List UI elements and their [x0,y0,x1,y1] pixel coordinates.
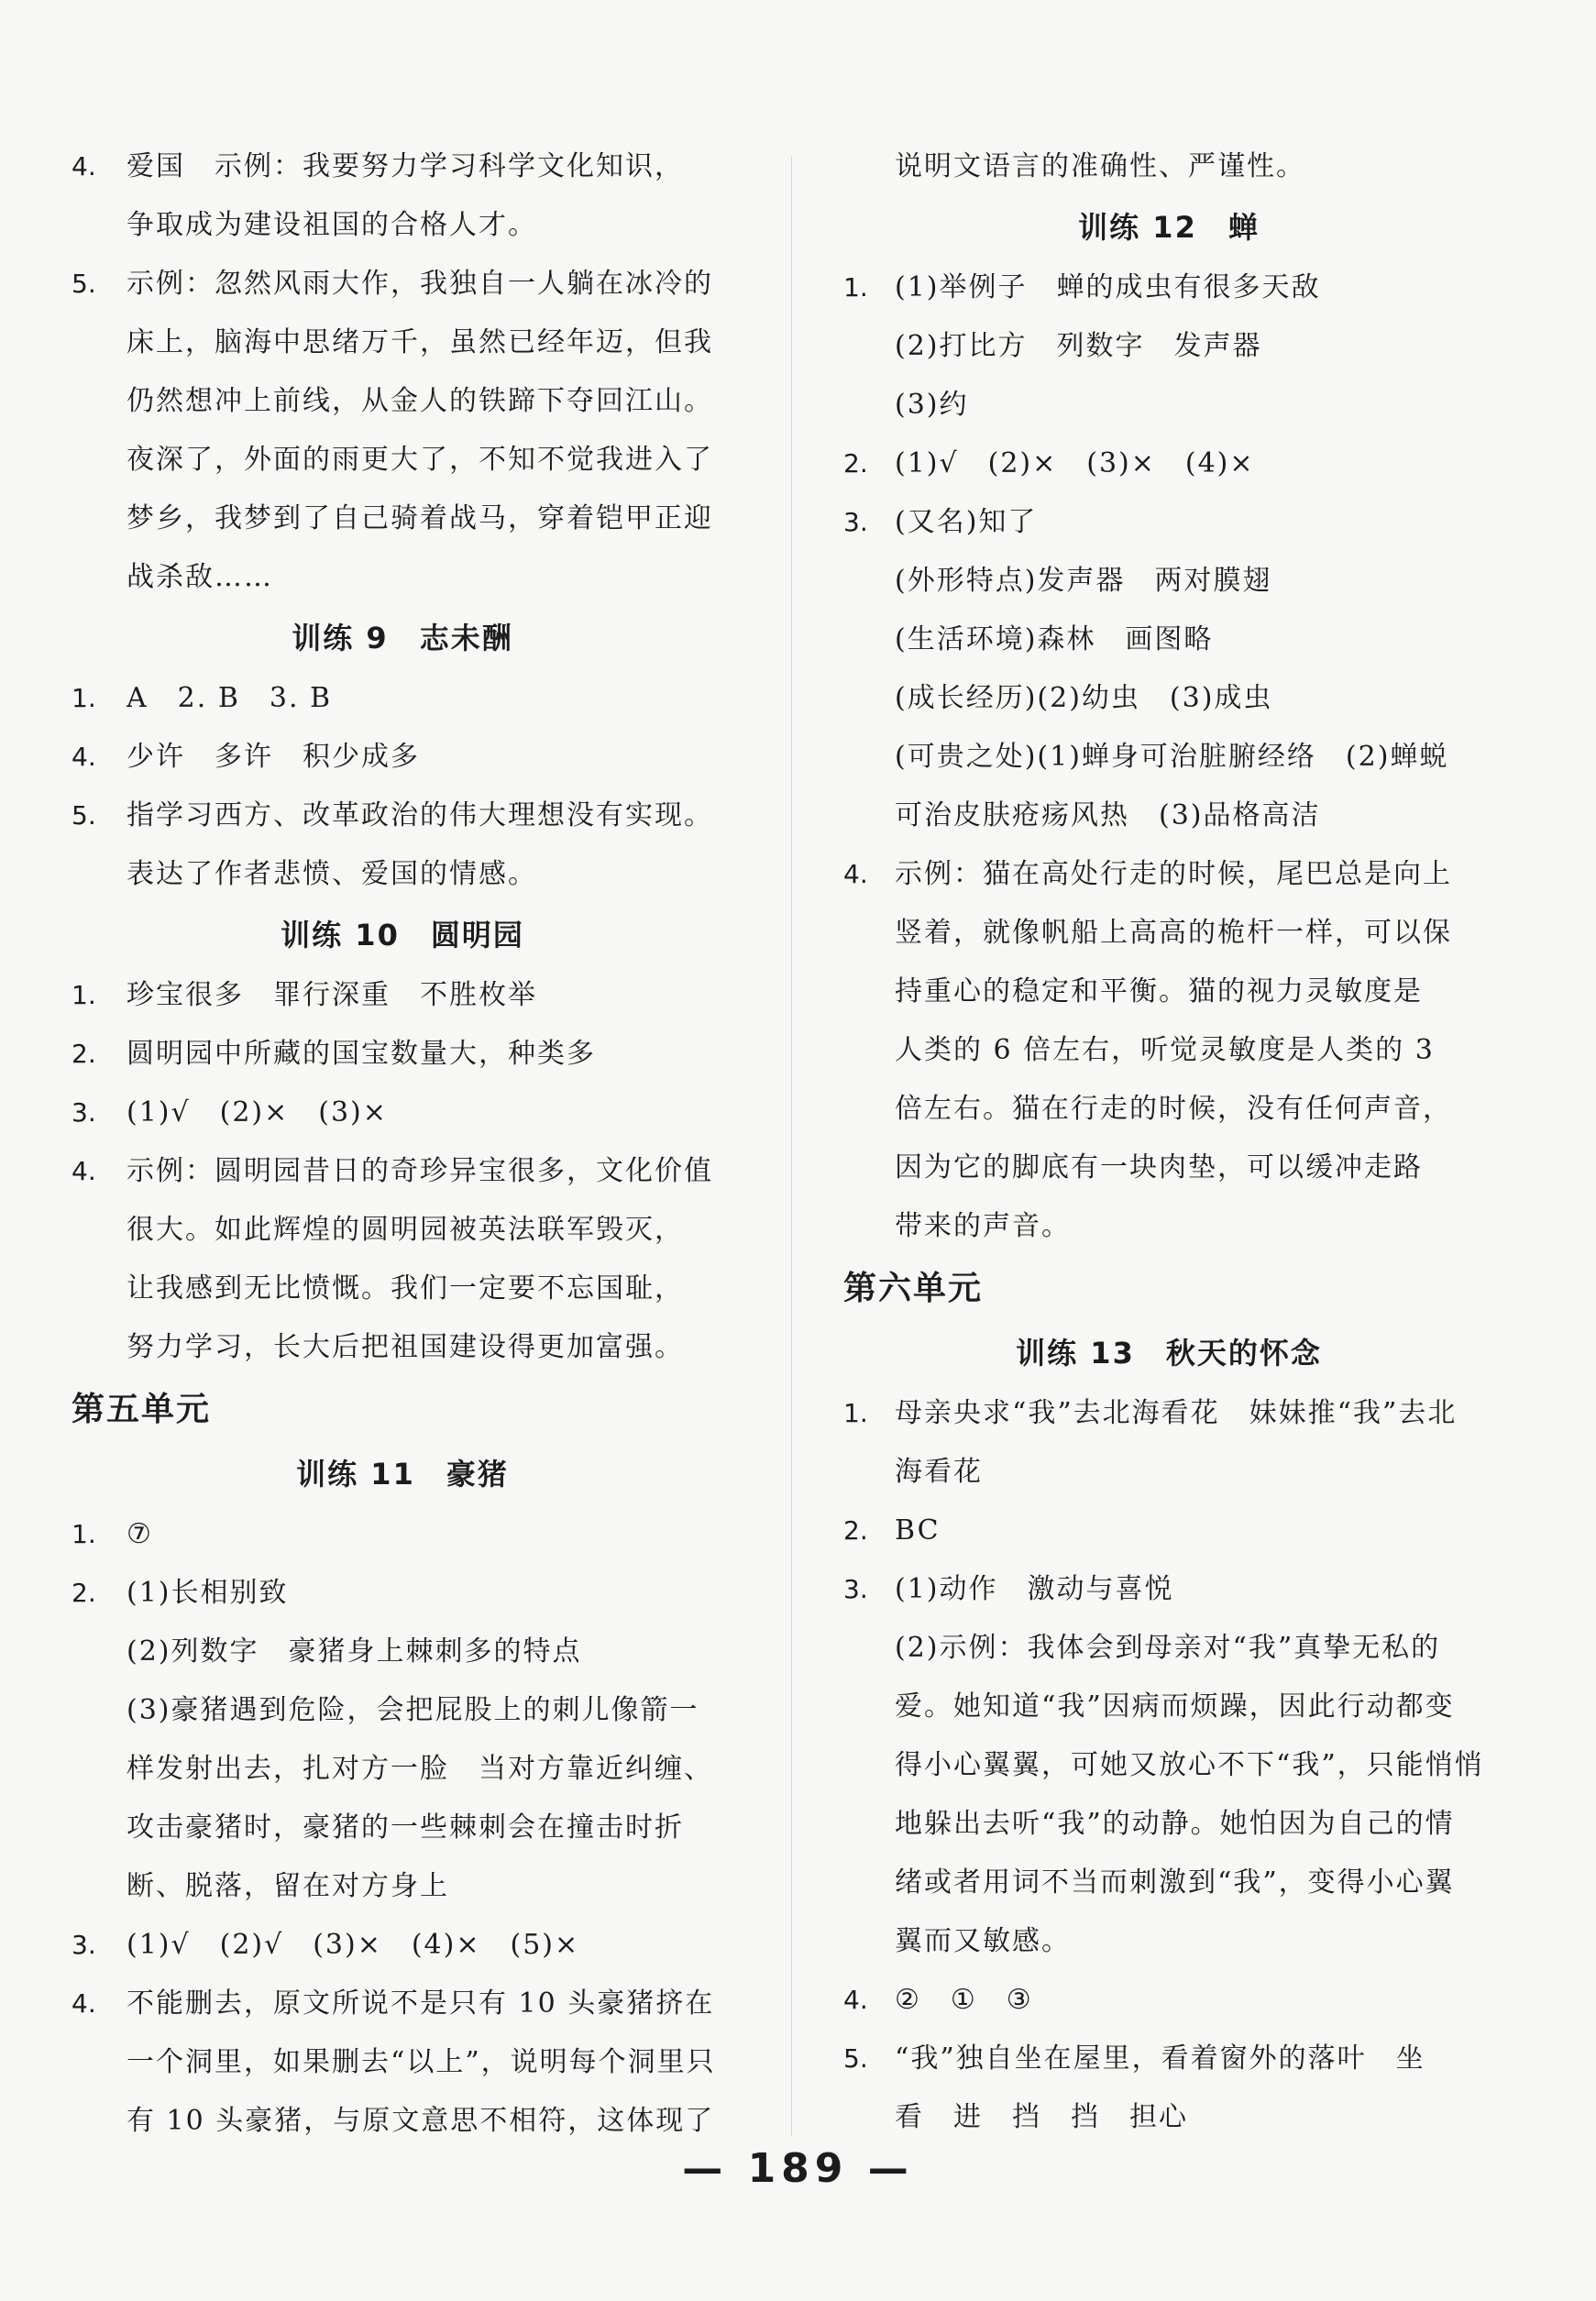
answer-text: 表达了作者悲愤、爱国的情感。 [127,858,537,890]
answer-continuation [843,376,1494,435]
item-number: 5. [72,800,96,831]
section-heading: 训练 9 志未酬 [292,621,513,655]
item-number: 3. [843,1574,868,1604]
answer-continuation [72,490,733,548]
answer-continuation [843,1139,1494,1197]
answer-text: 梦乡，我梦到了自己骑着战马，穿着铠甲正迎 [127,502,713,534]
item-number: 5. [72,269,96,299]
answer-text: 战杀敌…… [127,561,273,593]
answer-continuation [843,1080,1494,1139]
answer-text: (3)约 [895,389,969,421]
answer-text: 示例：忽然风雨大作，我独自一人躺在冰冷的 [127,268,713,300]
answer-continuation [843,1854,1494,1912]
section-heading: 训练 11 豪猪 [296,1457,509,1492]
answer-continuation [843,787,1494,845]
answer-text: 得小心翼翼，可她又放心不下“我”，只能悄悄 [895,1749,1484,1781]
answer-continuation [72,2092,733,2151]
right-column [843,138,1494,2147]
answer-text: 倍左右。猫在行走的时候，没有任何声音， [895,1093,1452,1125]
answer-text: 圆明园中所藏的国宝数量大，种类多 [127,1038,596,1070]
answer-continuation [843,1619,1494,1678]
answer-continuation [72,196,733,255]
answer-text: 攻击豪猪时，豪猪的一些棘刺会在撞击时折 [127,1811,684,1844]
unit-title: 第五单元 [72,1391,212,1428]
answer-text: (1)√ (2)× (3)× (4)× [895,447,1255,479]
answer-text: 指学习西方、改革政治的伟大理想没有实现。 [127,799,713,831]
answer-text: 努力学习，长大后把祖国建设得更加富强。 [127,1331,684,1363]
answer-item [843,259,1494,317]
answer-continuation [72,548,733,607]
item-number: 4. [72,151,96,182]
answer-item [72,728,733,787]
answer-item [843,493,1494,552]
left-column [72,138,733,2151]
item-number: 2. [72,1578,96,1608]
answer-text: (成长经历)(2)幼虫 (3)成虫 [895,682,1273,714]
answer-text: (2)列数字 豪猪身上棘刺多的特点 [127,1635,582,1668]
answer-text: (2)示例：我体会到母亲对“我”真挚无私的 [895,1632,1441,1664]
item-number: 2. [843,448,868,479]
answer-text: 带来的声音。 [895,1210,1071,1242]
answer-text: 翼而又敏感。 [895,1925,1071,1957]
answer-text: 可治皮肤疮疡风热 (3)品格高洁 [895,799,1321,831]
answer-text: (外形特点)发声器 两对膜翅 [895,565,1272,597]
answer-item [843,1971,1494,2030]
answer-text: (可贵之处)(1)蝉身可治脏腑经络 (2)蝉蜕 [895,741,1449,773]
answer-continuation [843,904,1494,963]
answer-item [72,1916,733,1975]
answer-text: BC [895,1514,941,1547]
answer-item [843,435,1494,493]
answer-item [72,255,733,314]
answer-text: ② ① ③ [895,1984,1033,2016]
answer-item [72,787,733,845]
answer-item [72,1564,733,1623]
answer-text: 持重心的稳定和平衡。猫的视力灵敏度是 [895,975,1423,1007]
answer-continuation [72,1740,733,1799]
answer-text: 绪或者用词不当而刺激到“我”，变得小心翼 [895,1866,1455,1899]
answer-continuation [72,845,733,904]
answer-text: 少许 多许 积少成多 [127,741,420,773]
answer-text: 争取成为建设祖国的合格人才。 [127,209,537,241]
answer-text: ⑦ [127,1518,153,1550]
unit-title: 第六单元 [843,1270,984,1307]
item-number: 3. [72,1930,96,1960]
item-number: 4. [72,1988,96,2019]
answer-continuation [843,2088,1494,2147]
item-number: 1. [72,980,96,1010]
answer-text: (1)动作 激动与喜悦 [895,1573,1174,1605]
answer-item [72,1505,733,1564]
item-number: 1. [843,272,868,303]
item-number: 2. [843,1515,868,1546]
page-number: — 189 — [682,2145,914,2192]
answer-text: 一个洞里，如果删去“以上”，说明每个洞里只 [127,2046,716,2078]
answer-continuation [843,1795,1494,1854]
answer-item [72,966,733,1025]
answer-text: 示例：猫在高处行走的时候，尾巴总是向上 [895,858,1452,890]
answer-text: 让我感到无比愤慨。我们一定要不忘国耻， [127,1272,684,1305]
answer-continuation [72,1201,733,1260]
answer-continuation [843,669,1494,728]
answer-text: 说明文语言的准确性、严谨性。 [895,150,1305,182]
answer-item [843,1384,1494,1443]
answer-text: 看 进 挡 挡 担心 [895,2101,1188,2133]
answer-continuation [72,1681,733,1740]
item-number: 1. [72,683,96,713]
answer-item [72,1025,733,1084]
answer-text: 爱。她知道“我”因病而烦躁，因此行动都变 [895,1690,1455,1723]
item-number: 3. [72,1097,96,1128]
answer-continuation [72,431,733,490]
answer-item [72,1142,733,1201]
answer-continuation [72,1799,733,1857]
item-number: 1. [72,1519,96,1549]
item-number: 4. [72,742,96,772]
answer-item [72,1084,733,1142]
answer-continuation [72,1623,733,1681]
answer-continuation [843,138,1494,196]
answer-continuation [72,2033,733,2092]
item-number: 4. [72,1156,96,1186]
answer-text: 很大。如此辉煌的圆明园被英法联军毁灭， [127,1214,684,1246]
answer-text: A 2. B 3. B [127,682,333,714]
answer-text: (1)√ (2)× (3)× [127,1096,388,1128]
answer-text: 有 10 头豪猪，与原文意思不相符，这体现了 [127,2105,715,2137]
answer-text: (又名)知了 [895,506,1038,538]
answer-text: (2)打比方 列数字 发声器 [895,330,1262,362]
answer-text: 人类的 6 倍左右，听觉灵敏度是人类的 3 [895,1034,1435,1066]
item-number: 4. [843,1985,868,2015]
item-number: 5. [843,2043,868,2074]
answer-item [843,845,1494,904]
section-heading: 训练 13 秋天的怀念 [1016,1336,1322,1371]
answer-text: (1)举例子 蝉的成虫有很多天敌 [895,271,1321,303]
answer-continuation [843,1912,1494,1971]
answer-text: 竖着，就像帆船上高高的桅杆一样，可以保 [895,917,1452,949]
answer-continuation [72,1857,733,1916]
answer-continuation [843,317,1494,376]
answer-continuation [843,1443,1494,1502]
answer-continuation [72,372,733,431]
answer-text: 爱国 示例：我要努力学习科学文化知识， [127,150,684,182]
answer-text: 夜深了，外面的雨更大了，不知不觉我进入了 [127,444,713,476]
answer-continuation [843,552,1494,611]
answer-text: (1)√ (2)√ (3)× (4)× (5)× [127,1929,580,1961]
answer-continuation [843,611,1494,669]
answer-text: (1)长相别致 [127,1577,289,1609]
answer-text: 仍然想冲上前线，从金人的铁蹄下夺回江山。 [127,385,713,417]
answer-text: (3)豪猪遇到危险，会把屁股上的刺儿像箭一 [127,1694,699,1726]
section-heading: 训练 12 蝉 [1078,210,1260,245]
answer-item [72,138,733,196]
answer-continuation [843,1678,1494,1736]
answer-text: 地躲出去听“我”的动静。她怕因为自己的情 [895,1808,1455,1840]
answer-continuation [843,728,1494,787]
answer-continuation [843,963,1494,1021]
answer-item [843,2030,1494,2088]
answer-item [843,1502,1494,1560]
answer-text: 珍宝很多 罪行深重 不胜枚举 [127,979,537,1011]
item-number: 3. [843,507,868,537]
answer-item [843,1560,1494,1619]
answer-continuation [843,1021,1494,1080]
answer-text: 样发射出去，扎对方一脸 当对方靠近纠缠、 [127,1753,713,1785]
answer-text: 海看花 [895,1456,983,1488]
answer-continuation [72,1260,733,1318]
answer-item [72,1975,733,2033]
answer-continuation [843,1736,1494,1795]
answer-text: 因为它的脚底有一块肉垫，可以缓冲走路 [895,1151,1423,1184]
answer-text: 母亲央求“我”去北海看花 妹妹推“我”去北 [895,1397,1458,1429]
answer-continuation [72,314,733,372]
column-divider [791,156,792,2136]
answer-continuation [843,1197,1494,1256]
item-number: 1. [843,1398,868,1428]
answer-text: 床上，脑海中思绪万千，虽然已经年迈，但我 [127,326,713,358]
answer-text: 断、脱落，留在对方身上 [127,1870,449,1902]
section-heading: 训练 10 圆明园 [281,918,524,952]
item-number: 2. [72,1039,96,1069]
item-number: 4. [843,859,868,889]
answer-item [72,669,733,728]
answer-text: “我”独自坐在屋里，看着窗外的落叶 坐 [895,2042,1425,2075]
answer-text: 不能删去，原文所说不是只有 10 头豪猪挤在 [127,1987,715,2020]
answer-text: 示例：圆明园昔日的奇珍异宝很多，文化价值 [127,1155,713,1187]
answer-text: (生活环境)森林 画图略 [895,623,1214,655]
answer-continuation [72,1318,733,1377]
